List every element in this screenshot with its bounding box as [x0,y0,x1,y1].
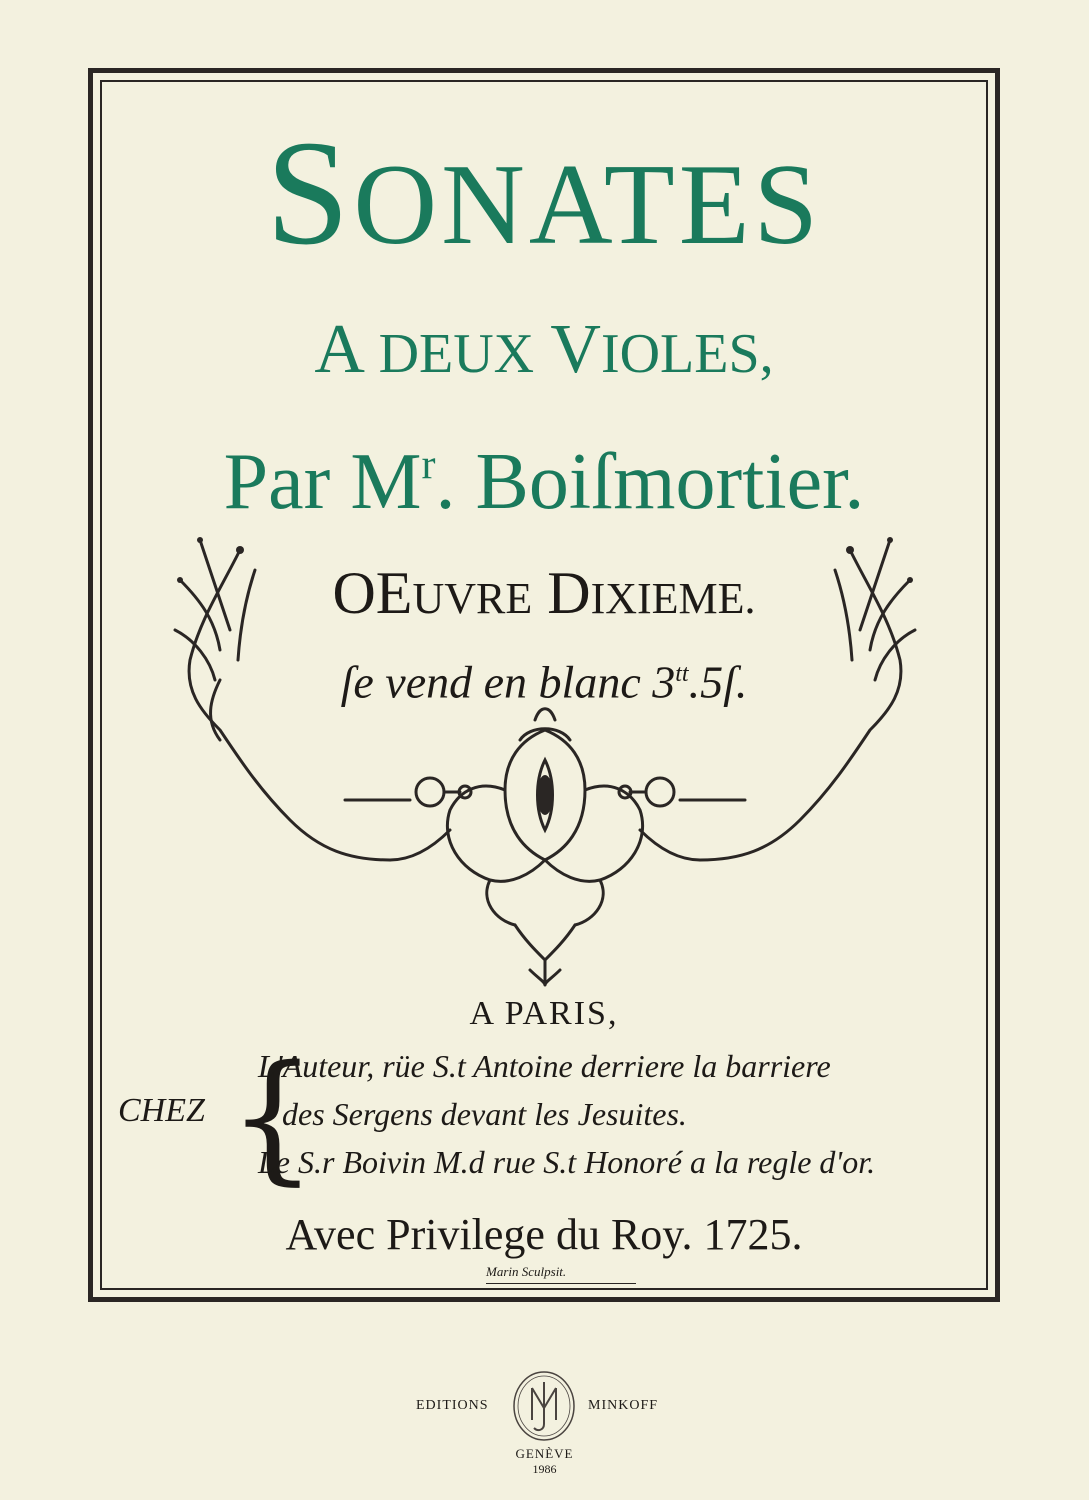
publisher-year: 1986 [532,1462,557,1476]
price-sup: tt [675,661,689,687]
imprint-brace: { [228,1036,318,1199]
rococo-cartouche-ornament-icon [160,530,930,990]
composer-name: . Boiſmortier. [435,438,865,526]
title-initial: S [265,110,354,276]
publisher-left: EDITIONS [416,1398,489,1413]
imprint-chez: CHEZ [118,1092,205,1129]
privilege-line: Avec Privilege du Roy. 1725. [285,1210,803,1259]
subtitle-ioles: IOLES, [600,323,774,385]
composer-line [100,420,988,527]
imprint-city: A PARIS, [469,995,619,1032]
imprint-address-1: L'Auteur, rüe S.t Antoine derriere la barriere [258,1048,831,1084]
engraver-underline [486,1283,636,1284]
opus-uvre: UVRE [412,574,533,623]
publisher-city: GENÈVE [515,1446,574,1461]
opus-oe: OE [332,560,413,626]
composer-prefix: Par M [223,438,422,526]
main-title [100,108,988,290]
price-text: ſe vend en blanc 3 [340,656,676,708]
imprint-address-3: Le S.r Boivin M.d rue S.t Honoré a la regle d'or. [258,1144,876,1180]
opus-d: D [547,560,591,626]
composer-sup: r [421,442,436,488]
imprint-address-2: des Sergens devant les Jesuites. [282,1096,687,1132]
title-rest: ONATES [353,141,823,269]
subtitle-deux: DEUX [378,323,535,385]
subtitle-instrumentation [100,310,988,394]
engraver-credit: Marin Sculpsit. [486,1264,567,1279]
monogram-seal-icon [510,1368,578,1444]
opus-ixieme: IXIEME. [590,574,756,623]
subtitle-v: V [550,311,601,388]
subtitle-a: A [314,311,362,388]
publisher-right: MINKOFF [588,1398,659,1413]
price-end: .5ſ. [688,656,748,708]
